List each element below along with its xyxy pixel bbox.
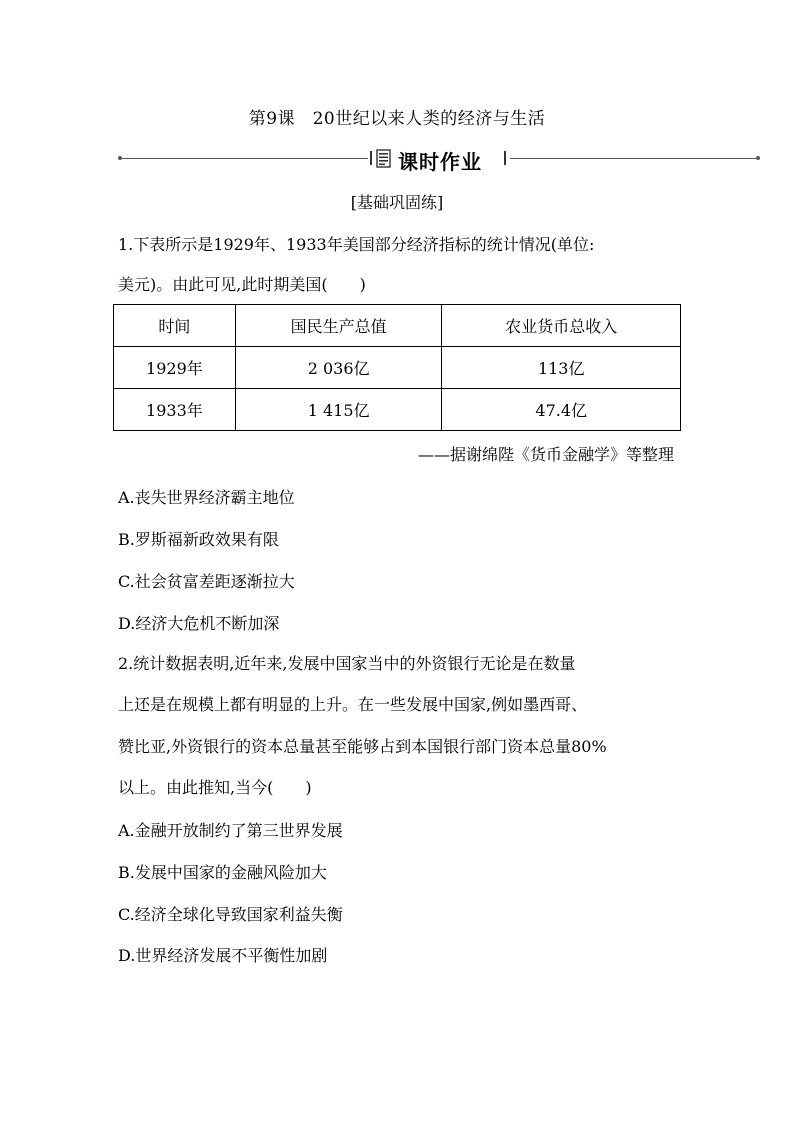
section-title: [基础巩固练]	[350, 193, 444, 212]
q2-stem-line2: 上还是在规模上都有明显的上升。在一些发展中国家,例如墨西哥、	[118, 695, 588, 714]
q1-option-c: C.社会贫富差距逐渐拉大	[118, 572, 295, 591]
q2-option-d: D.世界经济发展不平衡性加剧	[118, 946, 328, 965]
q1-option-b: B.罗斯福新政效果有限	[118, 530, 279, 549]
table-header-cell: 国民生产总值	[235, 305, 442, 347]
q1-option-a: A.丧失世界经济霸主地位	[118, 488, 295, 507]
lesson-title: 第9课 20世纪以来人类的经济与生活	[248, 109, 546, 129]
q1-source-citation: ——据谢绵陛《货币金融学》等整理	[417, 445, 674, 464]
banner-tick-left	[370, 151, 372, 165]
table-cell: 1 415亿	[235, 389, 442, 431]
q1-data-table	[113, 304, 681, 431]
banner-tick-right	[504, 151, 506, 165]
q2-option-c: C.经济全球化导致国家利益失衡	[118, 905, 343, 924]
q1-option-d: D.经济大危机不断加深	[118, 614, 280, 633]
table-row	[114, 347, 681, 389]
table-cell: 2 036亿	[235, 347, 442, 389]
q2-stem-line1: 2.统计数据表明,近年来,发展中国家当中的外资银行无论是在数量	[118, 654, 576, 673]
homework-banner	[118, 146, 762, 172]
document-icon	[376, 149, 392, 168]
table-cell: 1933年	[114, 389, 236, 431]
q2-option-a: A.金融开放制约了第三世界发展	[118, 821, 343, 840]
q2-option-b: B.发展中国家的金融风险加大	[118, 863, 327, 882]
q1-stem-line2: 美元)。由此可见,此时期美国( )	[118, 275, 366, 294]
banner-dot-right	[756, 156, 760, 160]
banner-rule-left	[122, 158, 368, 159]
q1-stem-line1: 1.下表所示是1929年、1933年美国部分经济指标的统计情况(单位:	[118, 235, 595, 254]
table-cell: 1929年	[114, 347, 236, 389]
table-cell: 47.4亿	[442, 389, 681, 431]
banner-label: 课时作业	[398, 150, 482, 174]
table-header-cell: 农业货币总收入	[442, 305, 681, 347]
banner-rule-right	[510, 158, 756, 159]
table-header-row	[114, 305, 681, 347]
q2-stem-line4: 以上。由此推知,当今( )	[118, 778, 312, 797]
q2-stem-line3: 赞比亚,外资银行的资本总量甚至能够占到本国银行部门资本总量80%	[118, 737, 607, 756]
table-cell: 113亿	[442, 347, 681, 389]
table-header-cell: 时间	[114, 305, 236, 347]
table-row	[114, 389, 681, 431]
